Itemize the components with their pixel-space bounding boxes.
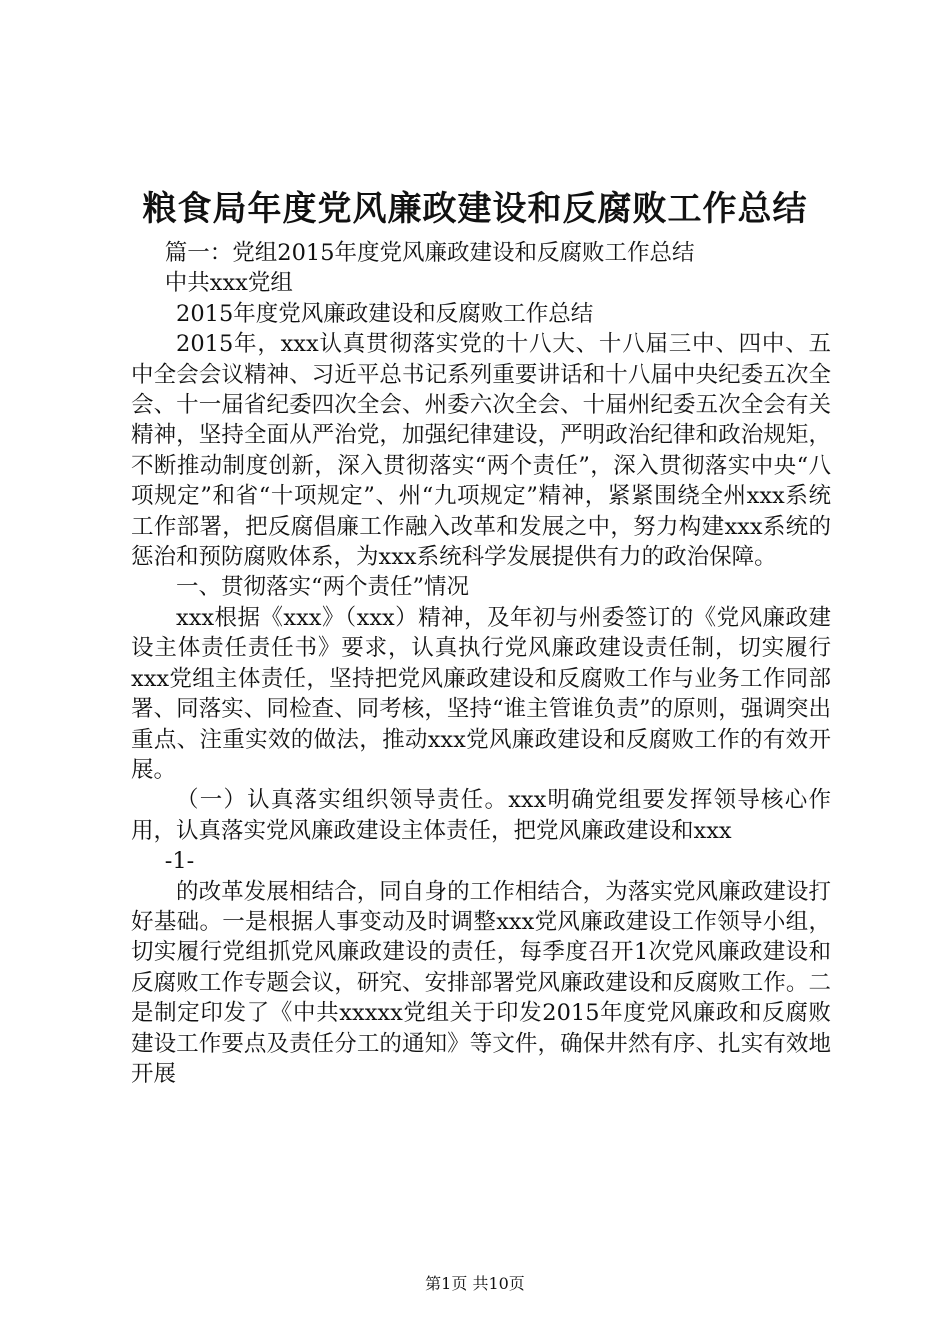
organization-line: 中共xxx党组 [164,270,293,297]
paragraph-organization: （一）认真落实组织领导责任。xxx明确党组要发挥领导核心作用，认真落实党风廉政建设主体责任，把党风廉政建设和xxx [131,787,831,844]
paragraph-responsibility: xxx根据《xxx》（xxx）精神，及年初与州委签订的《党风廉政建设主体责任责任书》要求，认真执行党风廉政建设责任制，切实履行xxx党组主体责任，坚持把党风廉政建设和反腐败工作与业务工作同部署、同落实、同检查、同考核，坚持“谁主管谁负责”的原则，强调突出重点、注重实效的做法，推动xxx党风廉政建设和反腐败工作的有效开展。 [131,604,831,783]
document-body [131,238,831,1089]
heading-one: 一、贯彻落实“两个责任”情况 [176,574,470,601]
page-footer: 第1页 共10页 [425,1274,525,1293]
document-title: 粮食局年度党风廉政建设和反腐败工作总结 [142,189,808,229]
paragraph-continuation: 的改革发展相结合，同自身的工作相结合，为落实党风廉政建设打好基础。一是根据人事变动及时调整xxx党风廉政建设工作领导小组，切实履行党组抓党风廉政建设的责任，每季度召开1次党风廉政建设和反腐败工作专题会议，研究、安排部署党风廉政建设和反腐败工作。二是制定印发了《中共xxxxx党组关于印发2015年度党风廉政和反腐败建设工作要点及责任分工的通知》等文件，确保井然有序、扎实有效地开展 [131,878,831,1087]
page-break-marker: -1- [164,848,195,875]
section-heading: 篇一：党组2015年度党风廉政建设和反腐败工作总结 [164,240,695,266]
paragraph-intro: 2015年，xxx认真贯彻落实党的十八大、十八届三中、四中、五中全会会议精神、习近平总书记系列重要讲话和十八届中央纪委五次全会、十一届省纪委四次全会、州委六次全会、十届州纪委五次全会有关精神，坚持全面从严治党，加强纪律建设，严明政治纪律和政治规矩，不断推动制度创新，深入贯彻落实“两个责任”，深入贯彻落实中央“八项规定”和省“十项规定”、州“九项规定”精神，紧紧围绕全州xxx系统工作部署，把反腐倡廉工作融入改革和发展之中，努力构建xxx系统的惩治和预防腐败体系，为xxx系统科学发展提供有力的政治保障。 [131,331,831,571]
report-subtitle: 2015年度党风廉政建设和反腐败工作总结 [176,300,594,327]
